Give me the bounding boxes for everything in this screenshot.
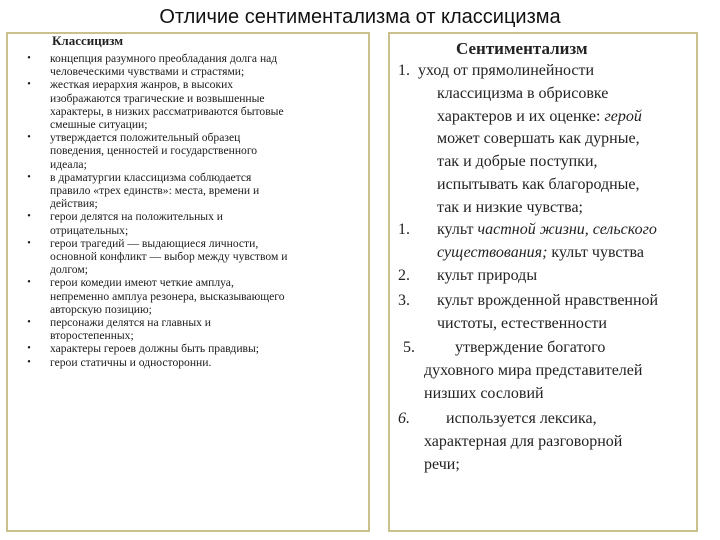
- classicism-item: [22, 276, 364, 316]
- italic-run: частной жизни, сельского: [477, 221, 657, 238]
- bullet-icon: •: [27, 277, 31, 289]
- bullet-icon: •: [27, 79, 31, 91]
- item-text: низших сословий: [424, 385, 544, 402]
- item-number: 2.: [398, 267, 410, 284]
- classicism-item-line: герои трагедий — выдающиеся личности,: [50, 236, 259, 250]
- item-text: используется лексика,: [446, 410, 597, 427]
- classicism-item-line: концепция разумного преобладания долга над: [50, 52, 278, 65]
- classicism-item: [22, 316, 364, 342]
- classicism-item-line: характеры, в низких рассматриваются бытовые: [50, 104, 284, 118]
- classicism-item-line: непременно амплуа резонера, высказывающего: [50, 289, 285, 303]
- slide-title: Отличие сентиментализма от классицизма: [159, 6, 561, 28]
- item-text: речи;: [424, 456, 460, 473]
- item-text: утверждение богатого: [455, 339, 606, 356]
- item-text: [437, 244, 644, 262]
- classicism-item: [22, 237, 364, 277]
- classicism-item-line: герои делятся на положительных и: [50, 210, 223, 224]
- classicism-item: [22, 356, 364, 369]
- item-number: 1.: [398, 221, 410, 238]
- classicism-item-line: авторскую позицию;: [50, 302, 152, 316]
- classicism-item-line: смешные ситуации;: [50, 118, 148, 132]
- classicism-item-line: идеала;: [50, 157, 87, 171]
- item-text: так и добрые поступки,: [437, 153, 598, 170]
- classicism-item: [22, 52, 364, 78]
- item-number: 5.: [403, 339, 415, 356]
- classicism-item-line: персонажи делятся на главных и: [50, 316, 212, 330]
- bullet-icon: •: [27, 53, 31, 64]
- classicism-item: [22, 171, 364, 211]
- item-number: 3.: [398, 292, 410, 309]
- item-text: чистоты, естественности: [437, 315, 607, 332]
- classicism-item-line: долгом;: [50, 263, 88, 277]
- classicism-heading: Классицизм: [52, 33, 124, 48]
- text-run: культ чувства: [547, 244, 644, 261]
- classicism-item-line: поведения, ценностей и государственного: [50, 144, 258, 158]
- italic-run: герой: [604, 108, 642, 125]
- text-run: характеров и их оценке:: [437, 108, 605, 125]
- classicism-item-line: правило «трех единств»: места, времени и: [50, 184, 260, 198]
- classicism-item-line: в драматургии классицизма соблюдается: [50, 170, 252, 184]
- classicism-item-line: жесткая иерархия жанров, в высоких: [50, 78, 234, 92]
- classicism-item-line: изображаются трагические и возвышенные: [50, 91, 265, 105]
- item-text: культ врожденной нравственной: [437, 292, 659, 309]
- item-text: испытывать как благородные,: [437, 176, 640, 193]
- sentimentalism-heading: Сентиментализм: [456, 39, 588, 58]
- bullet-icon: •: [27, 211, 31, 223]
- item-text: культ природы: [437, 267, 538, 284]
- classicism-item-line: герои комедии имеют четкие амплуа,: [50, 276, 234, 290]
- item-text: характерная для разговорной: [424, 433, 623, 450]
- item-text: классицизма в обрисовке: [437, 85, 609, 102]
- bullet-icon: •: [27, 171, 31, 183]
- classicism-item-line: герои статичны и односторонни.: [50, 355, 212, 369]
- item-number: 6.: [398, 410, 410, 427]
- classicism-list: [22, 52, 364, 369]
- item-number: 1.: [398, 62, 410, 79]
- item-text: может совершать как дурные,: [437, 130, 640, 147]
- classicism-item: [22, 210, 364, 236]
- item-text: [437, 221, 657, 239]
- classicism-item: [22, 131, 364, 171]
- classicism-item: [22, 342, 364, 355]
- classicism-item-line: действия;: [50, 197, 98, 211]
- bullet-icon: •: [27, 317, 31, 329]
- classicism-item-line: второстепенных;: [50, 329, 134, 343]
- classicism-item-line: отрицательных;: [50, 223, 129, 237]
- bullet-icon: •: [27, 237, 31, 249]
- classicism-item-line: утверждается положительный образец: [50, 131, 241, 145]
- bullet-icon: •: [27, 132, 31, 144]
- bullet-icon: •: [27, 356, 31, 368]
- classicism-item-line: характеры героев должны быть правдивы;: [50, 342, 260, 356]
- item-text: духовного мира представителей: [424, 362, 643, 379]
- bullet-icon: •: [27, 343, 31, 355]
- item-text: так и низкие чувства;: [437, 199, 583, 216]
- item-text: [437, 108, 642, 126]
- classicism-item: [22, 78, 364, 131]
- text-run: культ: [437, 221, 478, 238]
- classicism-item-line: человеческими чувствами и страстями;: [50, 65, 245, 79]
- classicism-item-line: основной конфликт — выбор между чувством и: [50, 250, 288, 264]
- item-text: уход от прямолинейности: [418, 62, 595, 79]
- italic-run: существования;: [437, 244, 548, 261]
